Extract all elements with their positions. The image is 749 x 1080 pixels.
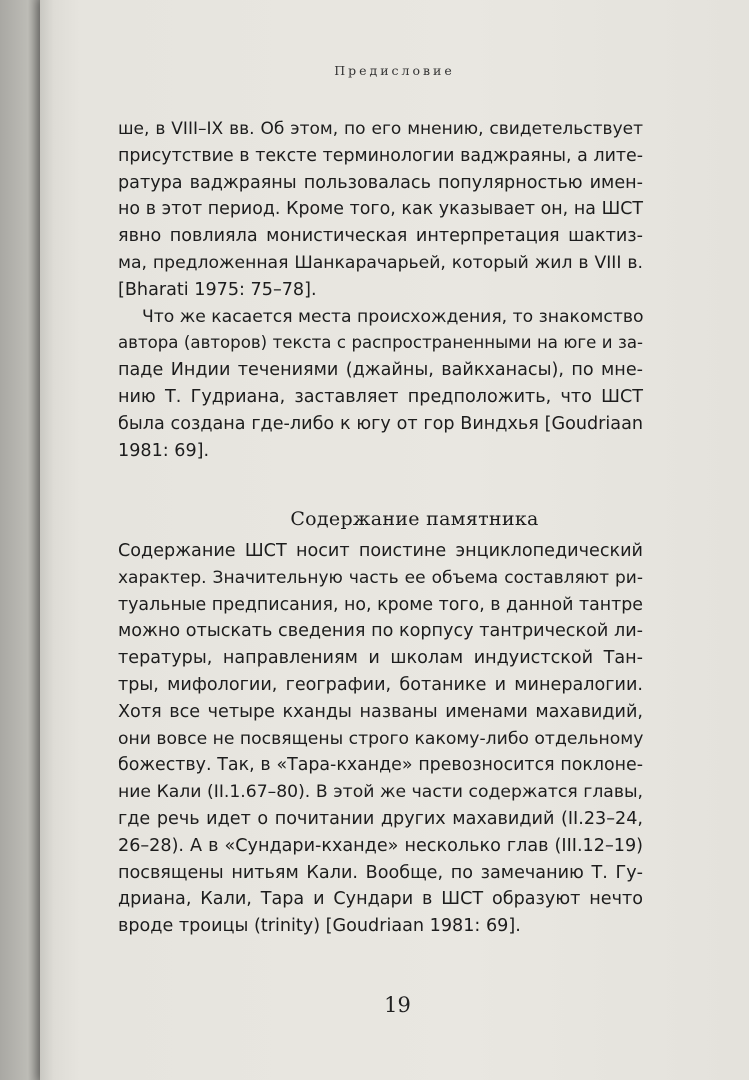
- paragraph-3: [118, 538, 643, 940]
- running-head: Предисловие: [334, 63, 455, 78]
- page-number: 19: [384, 993, 411, 1017]
- text-line: [Bharati 1975: 75–78].: [118, 279, 317, 300]
- text-line: туальные предписания, но, кроме того, в данной тантре: [118, 594, 643, 615]
- text-line: можно отыскать сведения по корпусу тантрической ли-: [118, 621, 643, 642]
- text-line: посвящены нитьям Кали. Вообще, по замечанию Т. Гу-: [118, 862, 643, 883]
- section-heading: Содержание памятника: [290, 508, 539, 530]
- text-line: вроде троицы (trinity) [Goudriaan 1981: 69].: [118, 916, 521, 937]
- text-line: была создана где-либо к югу от гор Виндхья [Goudriaan: [118, 413, 643, 434]
- paragraph-1: [118, 116, 643, 464]
- text-line: Что же касается места происхождения, то знакомство: [142, 306, 644, 327]
- text-line: 1981: 69].: [118, 440, 210, 461]
- text-line: ше, в VIII–IX вв. Об этом, по его мнению, свидетельствует: [118, 119, 643, 139]
- text-line: явно повлияла монистическая интерпретация шактиз-: [118, 226, 643, 247]
- text-line: тры, мифологии, географии, ботанике и минералогии.: [118, 674, 643, 695]
- text-line: божеству. Так, в «Тара-кханде» превозносится поклоне-: [118, 755, 643, 776]
- text-line: они вовсе не посвящены строго какому-либо отдельному: [118, 728, 644, 749]
- text-line: ние Кали (II.1.67–80). В этой же части содержатся главы,: [118, 782, 643, 803]
- text-line: Хотя все четыре кханды названы именами махавидий,: [118, 701, 643, 722]
- text-line: дриана, Кали, Тара и Сундари в ШСТ образуют нечто: [118, 889, 643, 910]
- text-line: ма, предложенная Шанкарачарьей, который жил в VIII в.: [118, 252, 643, 273]
- text-line: Содержание ШСТ носит поистине энциклопедический: [118, 541, 643, 561]
- text-line: но в этот период. Кроме того, как указывает он, на ШСТ: [118, 199, 643, 220]
- text-line: где речь идет о почитании других махавидий (II.23–24,: [118, 808, 643, 829]
- text-line: нию Т. Гудриана, заставляет предположить, что ШСТ: [118, 386, 643, 407]
- text-line: присутствие в тексте терминологии ваджраяны, а лите-: [118, 145, 643, 166]
- text-line: автора (авторов) текста с распространенными на юге и за-: [118, 333, 643, 353]
- text-line: тературы, направлениям и школам индуистской Тан-: [118, 648, 643, 669]
- text-line: паде Индии течениями (джайны, вайкханасы), по мне-: [118, 360, 643, 381]
- text-line: 26–28). А в «Сундари-кханде» несколько глав (III.12–19): [118, 835, 643, 856]
- text-line: ратура ваджраяны пользовалась популярностью имен-: [118, 172, 643, 193]
- text-line: характер. Значительную часть ее объема составляют ри-: [118, 567, 643, 588]
- book-gutter: [0, 0, 40, 1080]
